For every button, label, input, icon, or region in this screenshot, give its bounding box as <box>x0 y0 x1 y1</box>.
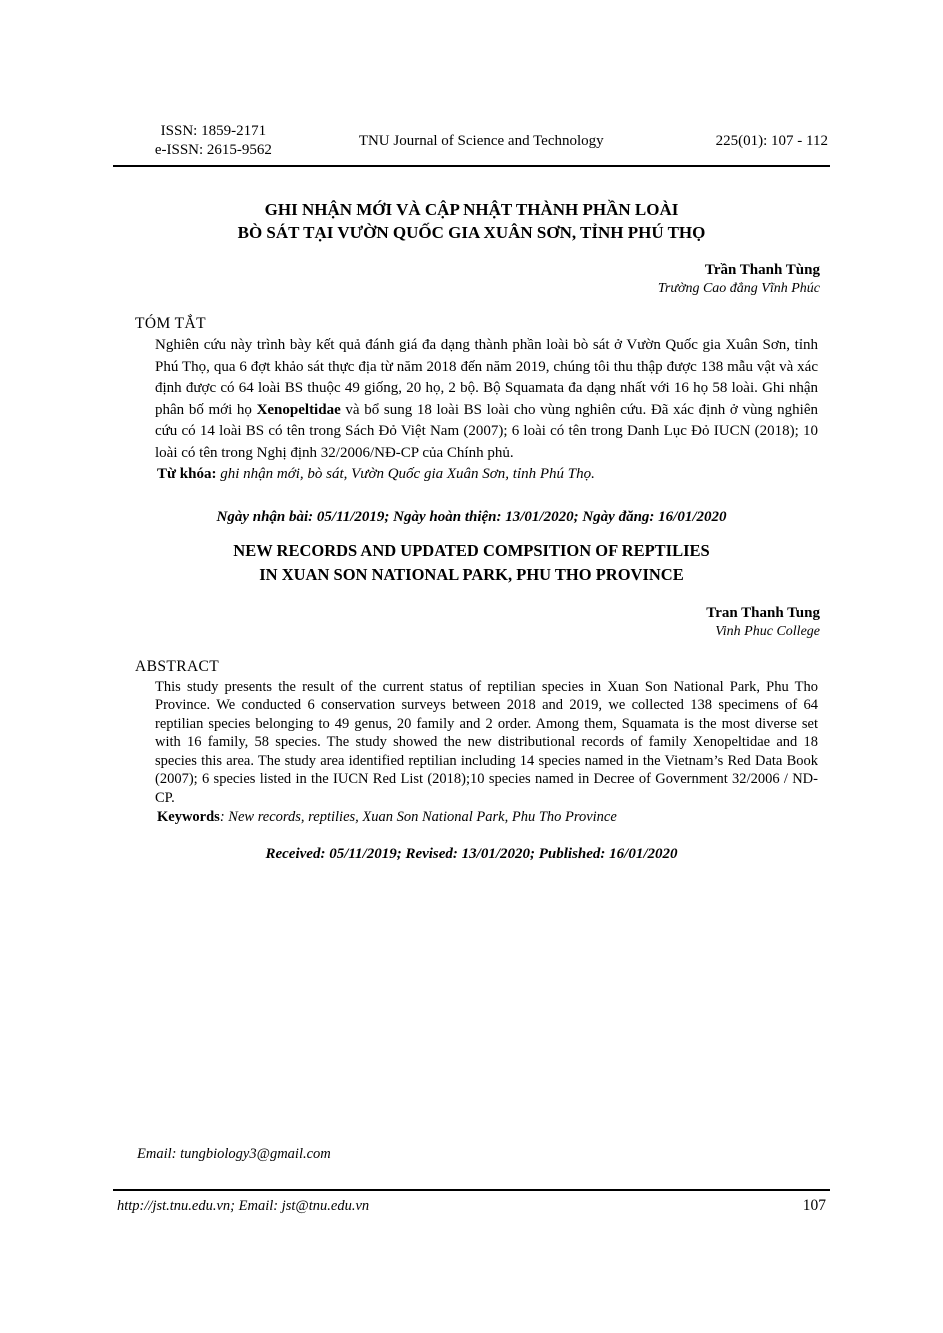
abstract-vi-part2: và bổ sung 18 loài BS loài cho vùng nghiên cứu. Đã xác định ở vùng nghiên cứu có 14 loài BS có tên trong Sách Đỏ Việt Nam (2007); 6 loài có tên trong Danh Lục Đỏ IUCN (2018); 10 loài có tên trong Nghị định 32/2006/NĐ-CP của Chính phủ. <box>155 401 818 461</box>
article-title-vi <box>113 198 830 244</box>
article-title-vi-line1: GHI NHẬN MỚI VÀ CẬP NHẬT THÀNH PHẦN LOÀI <box>264 200 679 219</box>
article-title-vi-line2: BÒ SÁT TẠI VƯỜN QUỐC GIA XUÂN SƠN, TỈNH PHÚ THỌ <box>237 223 706 242</box>
abstract-vi-bold-term: Xenopeltidae <box>256 401 341 418</box>
keywords-vi <box>157 464 818 486</box>
journal-name: TNU Journal of Science and Technology <box>358 132 604 149</box>
article-title-en-line1: NEW RECORDS AND UPDATED COMPSITION OF REPTILIES <box>233 540 710 560</box>
abstract-text-en: This study presents the result of the current status of reptilian species in Xuan Son National Park, Phu Tho Province. We conducted 6 conservation surveys between 2018 and 2019, we collected 138 specimens of 64 reptilian species belonging to 49 genus, 20 family and 2 order. Among them, Squamata is the most diverse set with 16 family, 58 species. The study showed the new distributional records of family Xenopeltidae and 18 species this area. The study area identified reptilian including 14 species named in the Vietnam’s Red Data Book (2007); 6 species listed in the IUCN Red List (2018);10 species named in Decree of Government 32/2006 / ND-CP. <box>155 678 818 807</box>
author-name-vi: Trần Thanh Tùng <box>704 262 820 278</box>
author-name-en: Tran Thanh Tung <box>706 604 820 621</box>
corresponding-email[interactable]: Email: tungbiology3@gmail.com <box>137 1146 331 1162</box>
article-title-en <box>113 539 830 587</box>
keywords-text-en: : New records, reptilies, Xuan Son National Park, Phu Tho Province <box>219 808 617 825</box>
dates-vi: Ngày nhận bài: 05/11/2019; Ngày hoàn thiện: 13/01/2020; Ngày đăng: 16/01/2020 <box>216 508 727 525</box>
abstract-heading-en: ABSTRACT <box>135 657 220 675</box>
article-title-en-line2: IN XUAN SON NATIONAL PARK, PHU THO PROVINCE <box>259 564 684 584</box>
abstract-heading-vi: TÓM TẮT <box>135 315 206 332</box>
author-affiliation-vi: Trường Cao đẳng Vĩnh Phúc <box>657 281 820 296</box>
eissn-line: e-ISSN: 2615-9562 <box>154 142 272 158</box>
page-footer <box>113 1189 830 1215</box>
footer-links[interactable]: http://jst.tnu.edu.vn; Email: jst@tnu.edu.vn <box>117 1198 370 1214</box>
author-block-en <box>113 604 820 641</box>
page-content <box>113 0 830 863</box>
keywords-en <box>157 808 818 827</box>
dates-en: Received: 05/11/2019; Revised: 13/01/2020; Published: 16/01/2020 <box>265 846 678 863</box>
author-affiliation-en: Vinh Phuc College <box>715 623 820 639</box>
issn-block <box>113 122 314 160</box>
issue-info: 225(01): 107 - 112 <box>715 132 828 149</box>
keywords-label-vi: Từ khóa: <box>157 466 217 482</box>
page-number: 107 <box>802 1197 826 1214</box>
keywords-text-vi: ghi nhận mới, bò sát, Vườn Quốc gia Xuân Sơn, tỉnh Phú Thọ. <box>216 466 595 482</box>
abstract-text-vi <box>135 335 818 464</box>
abstract-vi-part1: Nghiên cứu này trình bày kết quả đánh giá đa dạng thành phần loài bò sát ở Vườn Quốc gia Xuân Sơn, tỉnh Phú Thọ, qua 6 đợt khảo sát thực địa từ năm 2018 đến năm 2019, chúng tôi thu thập được 138 mẫu vật và xác định được có 64 loài BS thuộc 49 giống, 20 họ, 2 bộ. Bộ Squamata đa dạng nhất với 16 họ 58 loài. Ghi nhận phân bố mới họ <box>155 337 818 418</box>
author-block-vi <box>113 261 820 298</box>
keywords-label-en: Keywords <box>157 808 220 825</box>
issn-line: ISSN: 1859-2171 <box>160 123 267 139</box>
journal-header <box>113 122 830 167</box>
